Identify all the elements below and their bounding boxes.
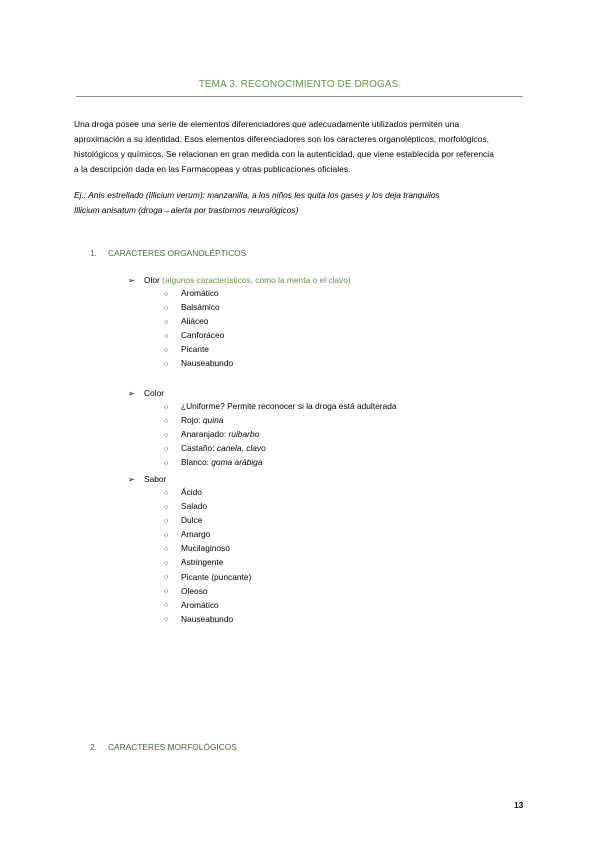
list-item: ○ Aliáceo [164,314,233,328]
list-item: ○ Ácido [164,485,251,499]
section-title: CARACTERES ORGANOLÉPTICOS [108,248,247,258]
circle-bullet-icon: ○ [164,531,169,539]
sabor-list [164,485,251,626]
section-heading-organolepticos [90,248,246,258]
list-item: ○ Astringente [164,555,251,569]
list-item: ○ Oleoso [164,584,251,598]
section-heading-morfologicos [90,742,237,752]
list-item: ○ ¿Uniforme? Permite reconocer si la droga está adulterada [164,399,397,413]
olor-list [164,286,233,371]
arrow-bullet-icon: ➢ [128,475,135,484]
list-item: ○ Aromático [164,598,251,612]
example-line: Ej.: Anís estrellado (Illicium verum): manzanilla, a los niños les quita los gases y los deja tranquilos [74,190,440,200]
circle-bullet-icon: ○ [164,459,169,467]
list-item: ○ Dulce [164,513,251,527]
list-item: ○ Rojo: quina [164,413,397,427]
circle-bullet-icon: ○ [164,332,169,340]
page-title: TEMA 3. RECONOCIMIENTO DE DROGAS. [198,79,402,90]
circle-bullet-icon: ○ [164,602,169,610]
arrow-bullet-icon: ➢ [128,389,135,398]
list-item: ○ Anaranjado: ruibarbo [164,427,397,441]
bullet-sabor [128,474,166,484]
section-title: CARACTERES MORFOLÓGICOS [108,742,237,752]
intro-line: a la descripción dada en las Farmacopeas y otras publicaciones oficiales. [74,164,351,174]
bullet-olor [128,275,351,285]
bullet-color [128,388,164,398]
circle-bullet-icon: ○ [164,346,169,354]
circle-bullet-icon: ○ [164,545,169,553]
list-item: ○ Castaño: canela, clavo [164,441,397,455]
bullet-label: Olor [144,275,160,285]
circle-bullet-icon: ○ [164,304,169,312]
list-item: ○ Canforáceo [164,328,233,342]
list-item: ○ Amargo [164,527,251,541]
section-number: 2. [90,742,97,752]
circle-bullet-icon: ○ [164,503,169,511]
bullet-label: Sabor [144,474,167,484]
circle-bullet-icon: ○ [164,318,169,326]
list-item: ○ Aromático [164,286,233,300]
section-number: 1. [90,248,97,258]
intro-line: aproximación a su identidad. Esos elementos diferenciadores son los caracteres organolépticos, morfológicos, [74,134,490,144]
circle-bullet-icon: ○ [164,616,169,624]
circle-bullet-icon: ○ [164,417,169,425]
circle-bullet-icon: ○ [164,588,169,596]
circle-bullet-icon: ○ [164,290,169,298]
circle-bullet-icon: ○ [164,360,169,368]
bullet-label: Color [144,388,165,398]
circle-bullet-icon: ○ [164,489,169,497]
list-item: ○ Picante [164,342,233,356]
list-item: ○ Salado [164,499,251,513]
list-item: ○ Picante (puncante) [164,570,251,584]
example-paragraph [74,188,534,218]
intro-line: histológicos y químicos. Se relacionan en gran medida con la autenticidad, que viene establecida por referencia [74,149,494,159]
intro-line: Una droga posee una serie de elementos diferenciadores que adecuadamente utilizados permiten una [74,119,460,129]
list-item: ○ Mucilaginoso [164,541,251,555]
circle-bullet-icon: ○ [164,431,169,439]
list-item: ○ Blanco: goma arábiga [164,455,397,469]
list-item: ○ Nauseabundo [164,356,233,370]
list-item: ○ Nauseabundo [164,612,251,626]
title-divider [76,96,523,97]
page-number: 13 [514,800,524,810]
intro-paragraph [74,117,524,177]
circle-bullet-icon: ○ [164,517,169,525]
circle-bullet-icon: ○ [164,559,169,567]
color-list [164,399,397,469]
list-item: ○ Balsámico [164,300,233,314]
circle-bullet-icon: ○ [164,403,169,411]
example-line: Illicium anisatum (droga→alerta por trastornos neurológicos) [74,205,299,215]
arrow-bullet-icon: ➢ [128,276,135,285]
circle-bullet-icon: ○ [164,574,169,582]
bullet-hint: (algunos característicos, como la menta o el clavo) [162,275,351,285]
circle-bullet-icon: ○ [164,445,169,453]
